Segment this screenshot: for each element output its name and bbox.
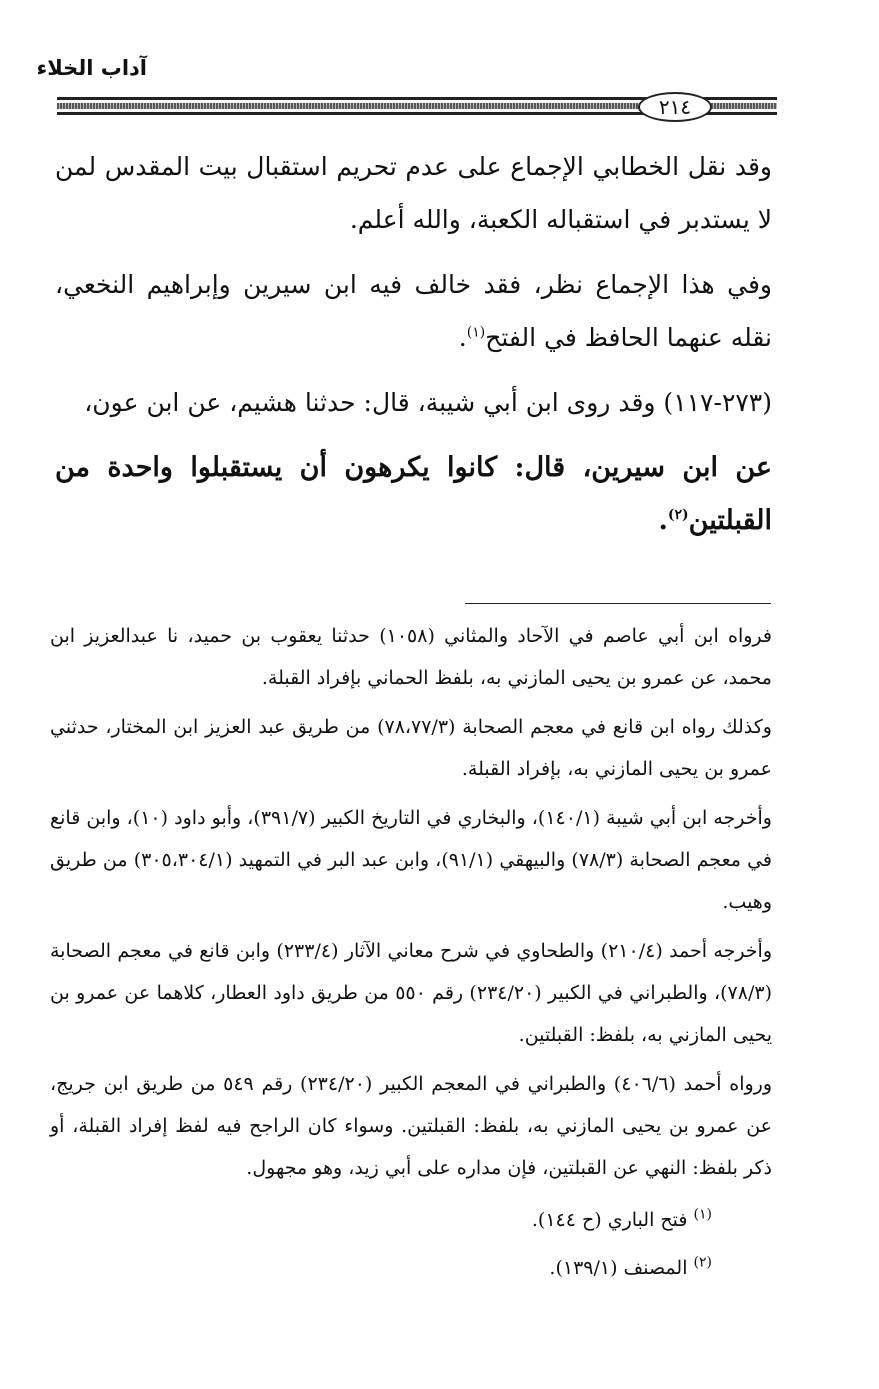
footnote-1 xyxy=(50,1196,772,1244)
footnote-2 xyxy=(50,1244,772,1292)
footnote-paragraph: فرواه ابن أبي عاصم في الآحاد والمثاني (١٠٥٨) حدثنا يعقوب بن حميد، نا عبدالعزيز ابن محمد، عن عمرو بن يحيى المازني به، بلفظ الحماني بإفراد القبلة. xyxy=(50,625,772,689)
footnote-separator xyxy=(465,603,771,604)
footnote-ref-2: (٢) xyxy=(667,507,689,523)
footnotes-section xyxy=(50,615,772,1292)
sentence-period: . xyxy=(658,505,668,536)
footnote-ref-1: (١) xyxy=(466,324,486,341)
running-header-title: آداب الخلاء xyxy=(36,56,147,80)
paragraph: وقد نقل الخطابي الإجماع على عدم تحريم استقبال بيت المقدس لمن لا يستدبر في استقباله الكعبة، والله أعلم. xyxy=(55,152,772,234)
main-text xyxy=(55,140,772,559)
page-number: ٢١٤ xyxy=(638,92,712,122)
footnote-paragraph: ورواه أحمد (٤٠٦/٦) والطبراني في المعجم الكبير (٢٣٤/٢٠) رقم ٥٤٩ من طريق ابن جريج، عن عمرو بن يحيى المازني به، بلفظ: القبلتين. وسواء كان الراجح فيه لفظ إفراد القبلة، أو ذكر بلفظ: النهي عن القبلتين، فإن مداره على أبي زيد، وهو مجهول. xyxy=(50,1073,773,1179)
paragraph: وفي هذا الإجماع نظر، فقد خالف فيه ابن سيرين وإبراهيم النخعي، نقله عنهما الحافظ في الفتح$^{(١)}$. xyxy=(55,270,772,352)
footnote-mark: (٢) xyxy=(693,1254,712,1271)
hadith-text: عن ابن سيرين، قال: كانوا يكرهون أن يستقبلوا واحدة من القبلتين$^{(٢)}$. xyxy=(55,452,772,536)
footnote-text: فتح الباري (ح ١٤٤). xyxy=(531,1209,688,1231)
footnote-paragraph: وأخرجه أحمد (٢١٠/٤) والطحاوي في شرح معاني الآثار (٢٣٣/٤) وابن قانع في معجم الصحابة (٧٨/٣)، والطبراني في الكبير (٢٣٤/٢٠) رقم ٥٥٠ من طريق داود العطار، كلاهما عن عمرو بن يحيى المازني به، بلفظ: القبلتين. xyxy=(50,940,772,1046)
footnote-mark: (١) xyxy=(693,1206,712,1223)
sentence-period: . xyxy=(458,323,467,352)
hadith-chain: (٢٧٣-١١٧) وقد روى ابن أبي شيبة، قال: حدثنا هشيم، عن ابن عون، xyxy=(84,388,772,417)
footnote-paragraph: وأخرجه ابن أبي شيبة (١٤٠/١)، والبخاري في التاريخ الكبير (٣٩١/٧)، وأبو داود (١٠)، وابن قانع في معجم الصحابة (٧٨/٣) والبيهقي (٩١/١)، وابن عبد البر في التمهيد (٣٠٥،٣٠٤/١) من طريق وهيب. xyxy=(50,807,772,913)
footnote-text: المصنف (١٣٩/١). xyxy=(549,1257,688,1279)
footnote-paragraph: وكذلك رواه ابن قانع في معجم الصحابة (٧٨،٧٧/٣) من طريق عبد العزيز ابن المختار، حدثني عمرو بن يحيى المازني به، بإفراد القبلة. xyxy=(50,716,772,780)
